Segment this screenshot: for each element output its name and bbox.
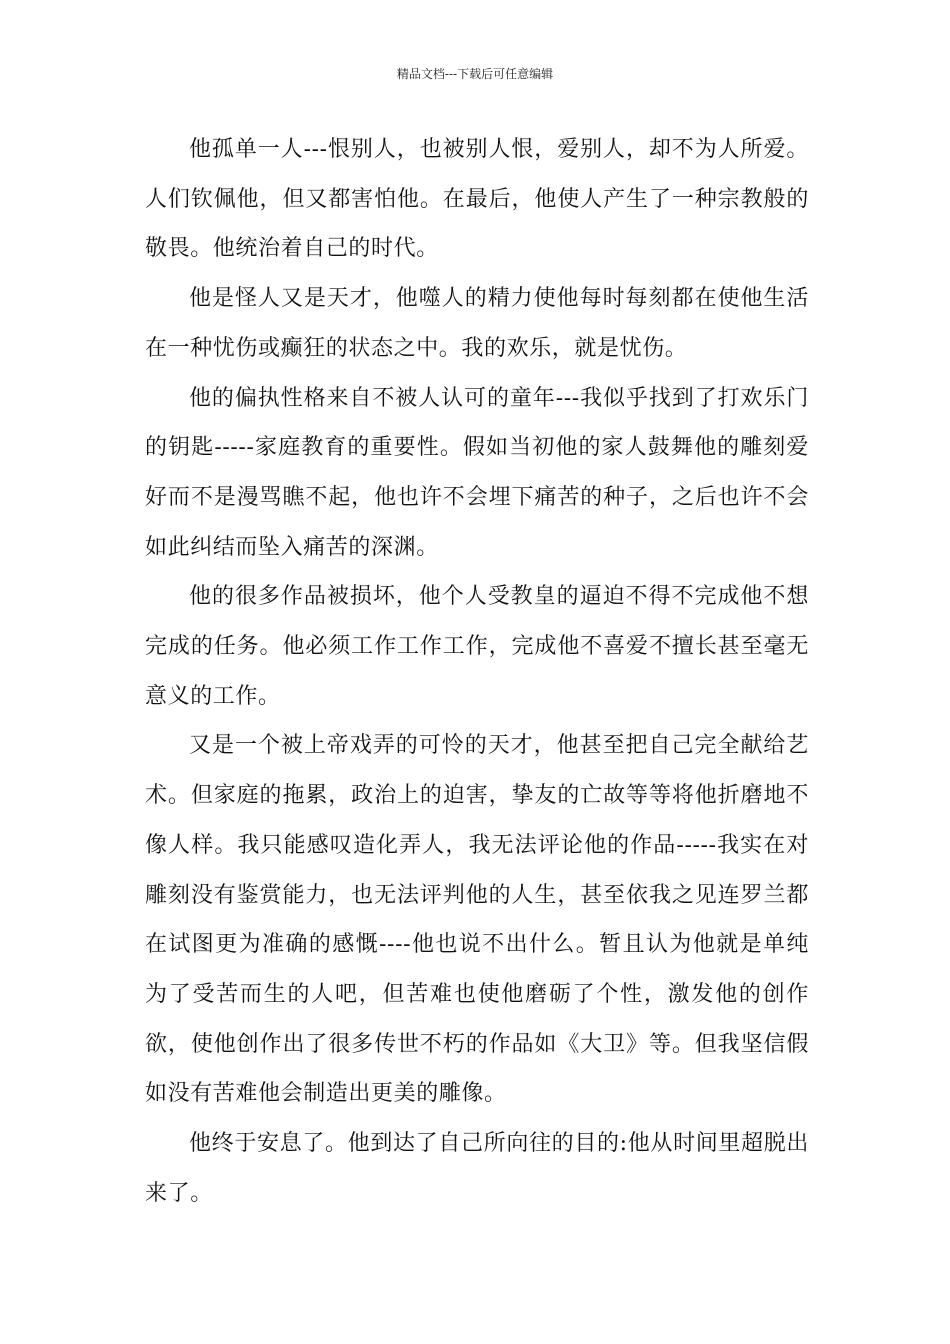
paragraph-6: 他终于安息了。他到达了自己所向往的目的:他从时间里超脱出来了。 xyxy=(145,1131,809,1206)
document-body xyxy=(145,125,809,1218)
paragraph-5: 又是一个被上帝戏弄的可怜的天才，他甚至把自己完全献给艺术。但家庭的拖累，政治上的迫害，挚友的亡故等等将他折磨地不像人样。我只能感叹造化弄人，我无法评论他的作品-----我实在对雕刻没有鉴赏能力，也无法评判他的人生，甚至依我之见连罗兰都在试图更为准确的感慨----他也说不出什么。暂且认为他就是单纯为了受苦而生的人吧，但苦难也使他磨砺了个性，激发他的创作欲，使他创作出了很多传世不朽的作品如《大卫》等。但我坚信假如没有苦难他会制造出更美的雕像。 xyxy=(145,733,809,1107)
paragraph-2: 他是怪人又是天才，他噬人的精力使他每时每刻都在使他生活在一种忧伤或癫狂的状态之中。我的欢乐，就是忧伤。 xyxy=(145,286,809,361)
paragraph-1: 他孤单一人---恨别人，也被别人恨，爱别人，却不为人所爱。人们钦佩他，但又都害怕他。在最后，他使人产生了一种宗教般的敬畏。他统治着自己的时代。 xyxy=(145,137,809,262)
paragraph-3: 他的偏执性格来自不被人认可的童年---我似乎找到了打欢乐门的钥匙-----家庭教育的重要性。假如当初他的家人鼓舞他的雕刻爱好而不是漫骂瞧不起，他也许不会埋下痛苦的种子，之后也许不会如此纠结而坠入痛苦的深渊。 xyxy=(145,385,809,560)
paragraph-4: 他的很多作品被损坏，他个人受教皇的逼迫不得不完成他不想完成的任务。他必须工作工作工作，完成他不喜爱不擅长甚至毫无意义的工作。 xyxy=(145,584,809,709)
page-header: 精品文档---下载后可任意编辑 xyxy=(396,67,554,81)
